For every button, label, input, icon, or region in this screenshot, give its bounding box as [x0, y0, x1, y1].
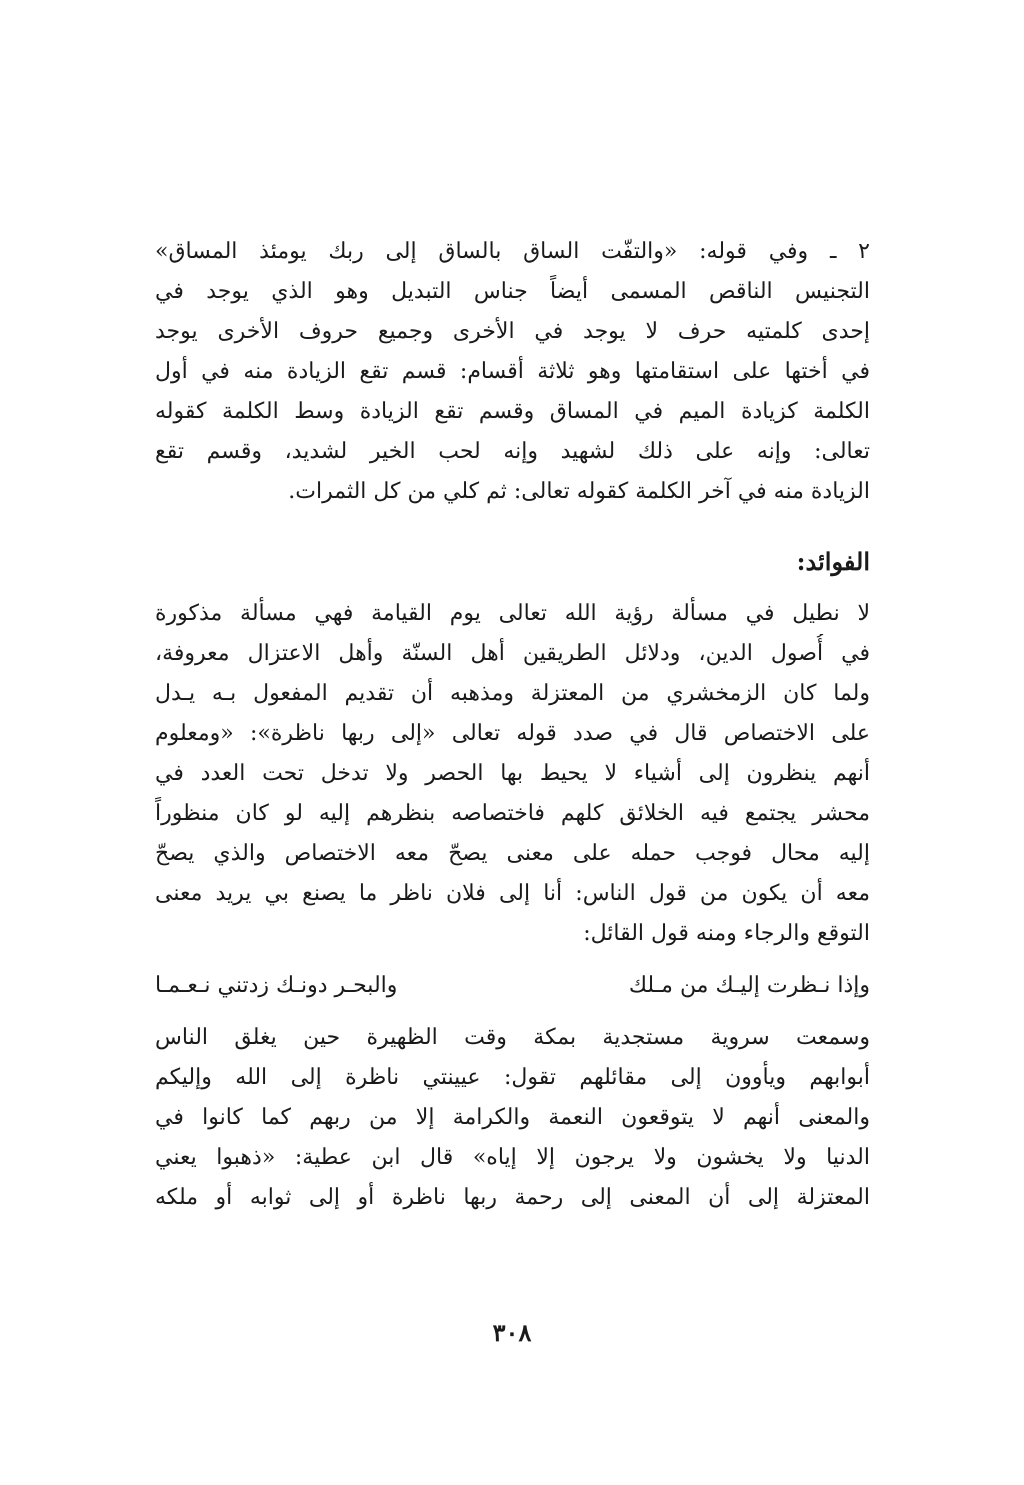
text-line: المعتزلة إلى أن المعنى إلى رحمة ربها ناظرة أو إلى ثوابه أو ملكه	[155, 1185, 870, 1210]
text-line: وسمعت سروية مستجدية بمكة وقت الظهيرة حين يغلق الناس	[155, 1025, 870, 1050]
verse-second-hemistich: والبحـر دونـك زدتني نـعـمـا	[155, 973, 398, 998]
section-heading: الفوائد:	[796, 547, 870, 576]
text-line: التوقع والرجاء ومنه قول القائل:	[583, 921, 870, 946]
text-line: تعالى: وإنه على ذلك لشهيد وإنه لحب الخير لشديد، وقسم تقع	[155, 439, 870, 464]
spacer	[155, 582, 870, 594]
spacer	[155, 954, 870, 966]
text-line: محشر يجتمع فيه الخلائق كلهم فاختصاصه بنظرهم إليه لو كان منظوراً	[155, 801, 870, 826]
page-body	[155, 232, 870, 1218]
verse-first-hemistich: وإذا نـظرت إليـك من مـلك	[628, 973, 870, 998]
text-line: التجنيس الناقص المسمى أيضاً جناس التبديل وهو الذي يوجد في	[155, 279, 870, 304]
text-line: أبوابهم ويأوون إلى مقائلهم تقول: عيينتي ناظرة إلى الله وإليكم	[155, 1065, 870, 1090]
text-line: معه أن يكون من قول الناس: أنا إلى فلان ناظر ما يصنع بي يريد معنى	[155, 881, 870, 906]
text-line: في أختها على استقامتها وهو ثلاثة أقسام: قسم تقع الزيادة منه في أول	[155, 359, 870, 384]
benefits-paragraph-2	[155, 1018, 870, 1218]
text-line: أنهم ينظرون إلى أشياء لا يحيط بها الحصر ولا تدخل تحت العدد في	[155, 761, 870, 786]
example-paragraph	[155, 232, 870, 512]
text-line: والمعنى أنهم لا يتوقعون النعمة والكرامة إلا من ربهم كما كانوا في	[155, 1105, 870, 1130]
text-line: ولما كان الزمخشري من المعتزلة ومذهبه أن تقديم المفعول بـه يـدل	[155, 681, 870, 706]
text-line: الزيادة منه في آخر الكلمة كقوله تعالى: ثم كلي من كل الثمرات.	[288, 479, 870, 504]
text-line: في أُصول الدين، ودلائل الطريقين أهل السنّة وأهل الاعتزال معروفة،	[155, 641, 870, 666]
spacer	[155, 512, 870, 542]
poetry-verse	[155, 966, 870, 1006]
benefits-paragraph-1	[155, 594, 870, 954]
text-line: إليه محال فوجب حمله على معنى يصحّ معه الاختصاص والذي يصحّ	[155, 841, 870, 866]
spacer	[155, 1006, 870, 1018]
text-line: الدنيا ولا يخشون ولا يرجون إلا إياه» قال ابن عطية: «ذهبوا يعني	[155, 1145, 870, 1170]
text-line: لا نطيل في مسألة رؤية الله تعالى يوم القيامة فهي مسألة مذكورة	[155, 601, 870, 626]
text-line: ٢ ـ وفي قوله: «والتفّت الساق بالساق إلى ربك يومئذ المساق»	[155, 239, 870, 264]
text-line: على الاختصاص قال في صدد قوله تعالى «إلى ربها ناظرة»: «ومعلوم	[155, 721, 870, 746]
page-number: ٣٠٨	[492, 1318, 532, 1347]
text-line: إحدى كلمتيه حرف لا يوجد في الأخرى وجميع حروف الأخرى يوجد	[155, 319, 870, 344]
text-line: الكلمة كزيادة الميم في المساق وقسم تقع الزيادة وسط الكلمة كقوله	[155, 399, 870, 424]
